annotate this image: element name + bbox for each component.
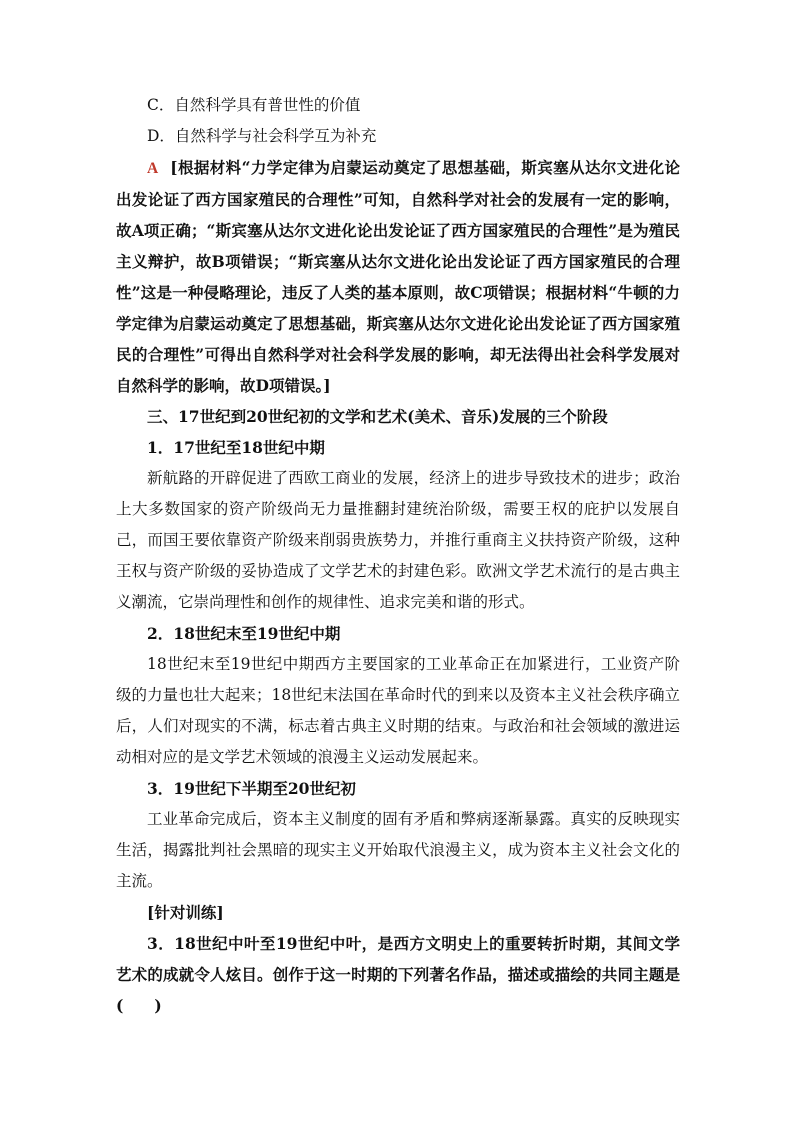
section-title: 三、17世纪到20世纪初的文学和艺术(美术、音乐)发展的三个阶段 (147, 407, 608, 426)
stage-1-heading: 1．17世纪至18世纪中期 (147, 438, 325, 457)
stage-3-text: 工业革命完成后，资本主义制度的固有矛盾和弊病逐渐暴露。真实的反映现实生活，揭露批判社会黑暗的现实主义开始取代浪漫主义，成为资本主义社会文化的主流。 (116, 810, 680, 890)
answer-explanation (116, 152, 680, 401)
stage-3-heading: 3．19世纪下半期至20世纪初 (147, 779, 356, 798)
stage-1-text: 新航路的开辟促进了西欧工商业的发展，经济上的进步导致技术的进步；政治上大多数国家的资产阶级尚无力量推翻封建统治阶级，需要王权的庇护以发展自己，而国王要依靠资产阶级来削弱贵族势力，并推行重商主义扶持资产阶级，这种王权与资产阶级的妥协造成了文学艺术的封建色彩。欧洲文学艺术流行的是古典主义潮流，它崇尚理性和创作的规律性、追求完美和谐的形式。 (116, 469, 680, 611)
option-c: C．自然科学具有普世性的价值 (147, 96, 361, 114)
answer-letter: A (147, 160, 159, 177)
document-content (116, 90, 680, 1021)
training-label: [针对训练] (147, 903, 224, 922)
training-question: 3．18世纪中叶至19世纪中叶，是西方文明史上的重要转折时期，其间文学艺术的成就令人炫目。创作于这一时期的下列著名作品，描述或描绘的共同主题是( ) (116, 934, 680, 1015)
stage-2-heading: 2．18世纪末至19世纪中期 (147, 624, 341, 643)
answer-text: [根据材料“力学定律为启蒙运动奠定了思想基础，斯宾塞从达尔文进化论出发论证了西方国家殖民的合理性”可知，自然科学对社会的发展有一定的影响，故A项正确；“斯宾塞从达尔文进化论出发论证了西方国家殖民的合理性”是为殖民主义辩护，故B项错误；“斯宾塞从达尔文进化论出发论证了西方国家殖民的合理性”这是一种侵略理论，违反了人类的基本原则，故C项错误；根据材料“牛顿的力学定律为启蒙运动奠定了思想基础，斯宾塞从达尔文进化论出发论证了西方国家殖民的合理性”可得出自然科学对社会科学发展的影响，却无法得出社会科学发展对自然科学的影响，故D项错误。] (116, 158, 680, 395)
option-d: D．自然科学与社会科学互为补充 (147, 127, 377, 145)
stage-2-text: 18世纪末至19世纪中期西方主要国家的工业革命正在加紧进行，工业资产阶级的力量也壮大起来；18世纪末法国在革命时代的到来以及资本主义社会秩序确立后，人们对现实的不满，标志着古典主义时期的结束。与政治和社会领域的激进运动相对应的是文学艺术领域的浪漫主义运动发展起来。 (116, 655, 680, 766)
